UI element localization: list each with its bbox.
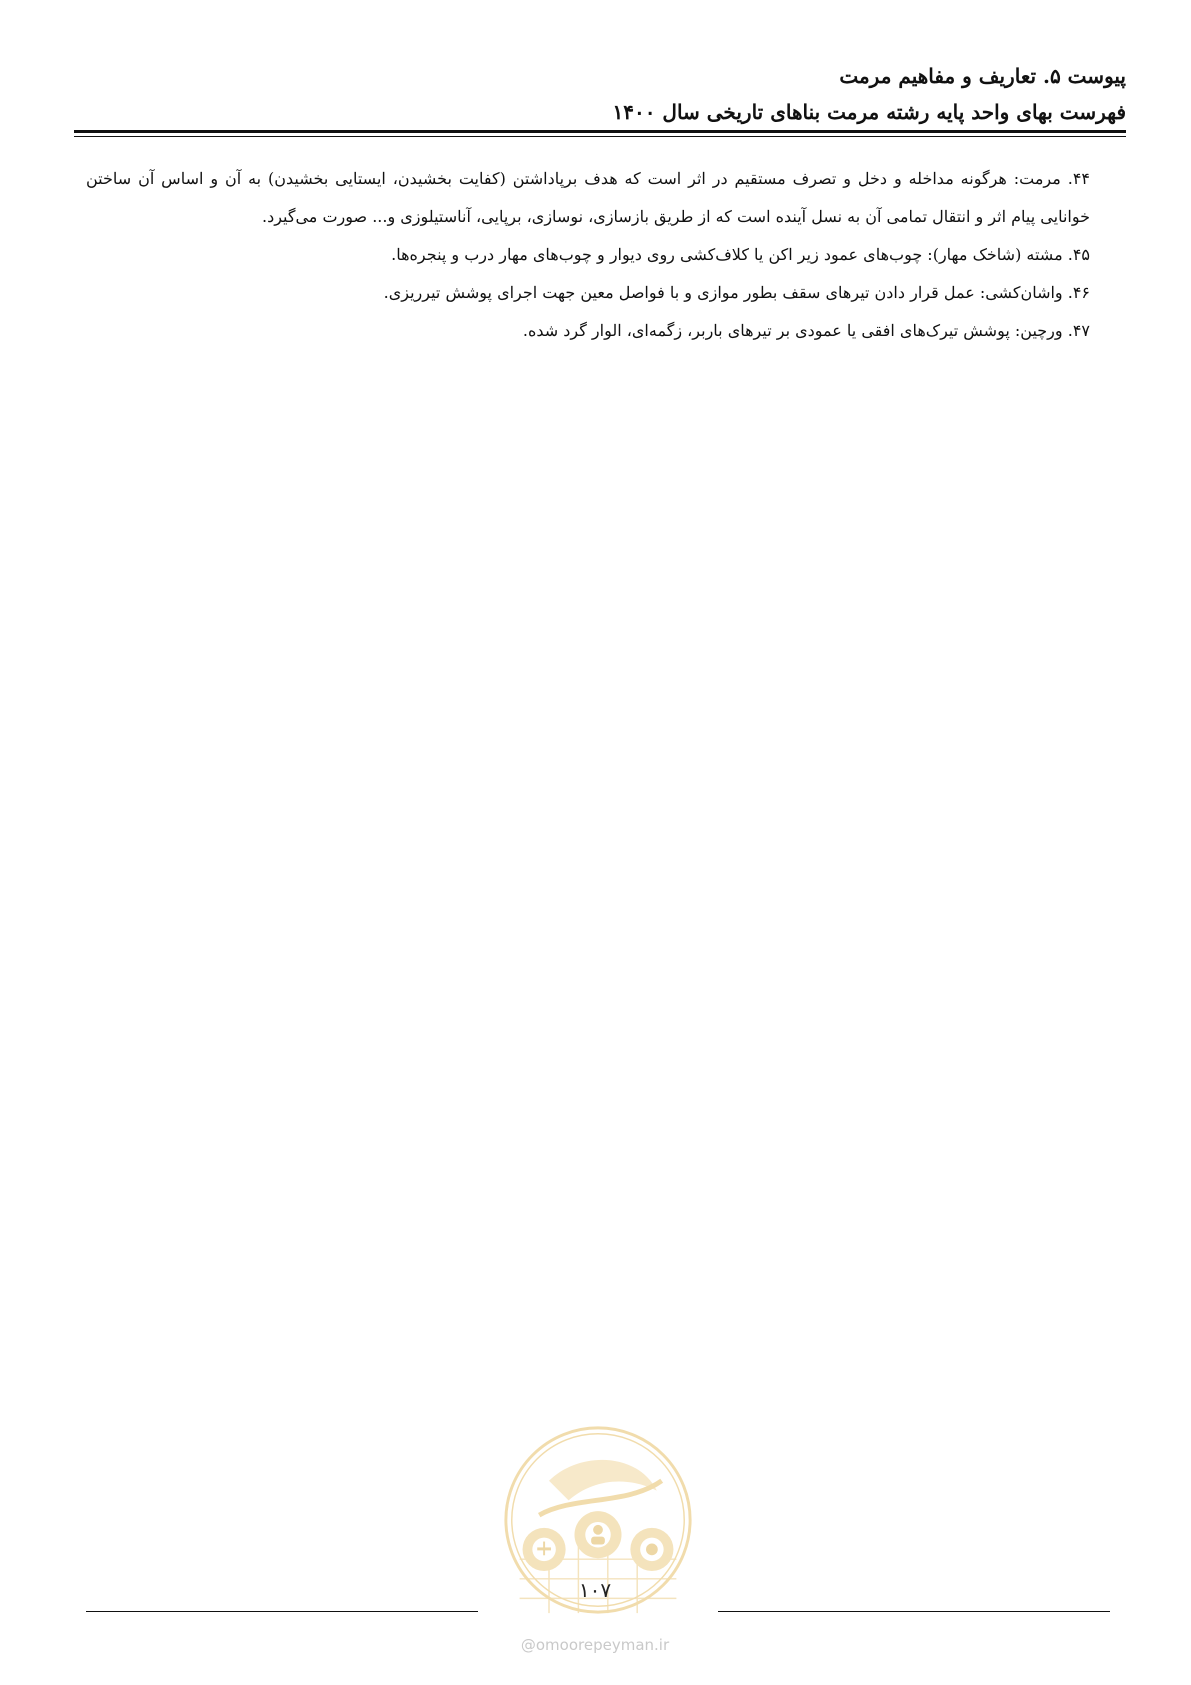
site-credit: @omoorepeyman.ir [520,1636,670,1654]
header-divider [74,130,1126,133]
definition-item-44: ۴۴. مرمت: هرگونه مداخله و دخل و تصرف مستقیم در اثر است که هدف برپاداشتن (کفایت بخشیدن، ایستایی بخشیدن) به آن و اساس آن ساختن خوانایی پیام اثر و انتقال تمامی آن به نسل آینده است که از طریق بازسازی، نوسازی، برپایی، آناستیلوزی و... صورت می‌گیرد. [86,169,1090,226]
footer-divider-left [86,1611,478,1612]
definition-item-47: ۴۷. ورچین: پوشش تیرک‌های افقی یا عمودی بر تیرهای باربر، زگمه‌ای، الوار گرد شده. [522,321,1090,340]
definition-item-46: ۴۶. واشان‌کشی: عمل قرار دادن تیرهای سقف بطور موازی و با فواصل معین جهت اجرای پوشش تیرریزی. [383,283,1090,302]
header-divider-thin [74,136,1126,137]
document-title: فهرست بهای واحد پایه رشته مرمت بناهای تاریخی سال ۱۴۰۰ [612,100,1126,124]
appendix-title: پیوست ۵. تعاریف و مفاهیم مرمت [839,64,1126,88]
footer-divider-right [718,1611,1110,1612]
definitions-list [86,160,1090,350]
definition-item-45: ۴۵. مشته (شاخک مهار): چوب‌های عمود زیر اکن یا کلاف‌کشی روی دیوار و چوب‌های مهار درب و پنجره‌ها. [391,245,1090,264]
page-number: ۱۰۷ [578,1578,612,1602]
page-header [74,58,1126,130]
